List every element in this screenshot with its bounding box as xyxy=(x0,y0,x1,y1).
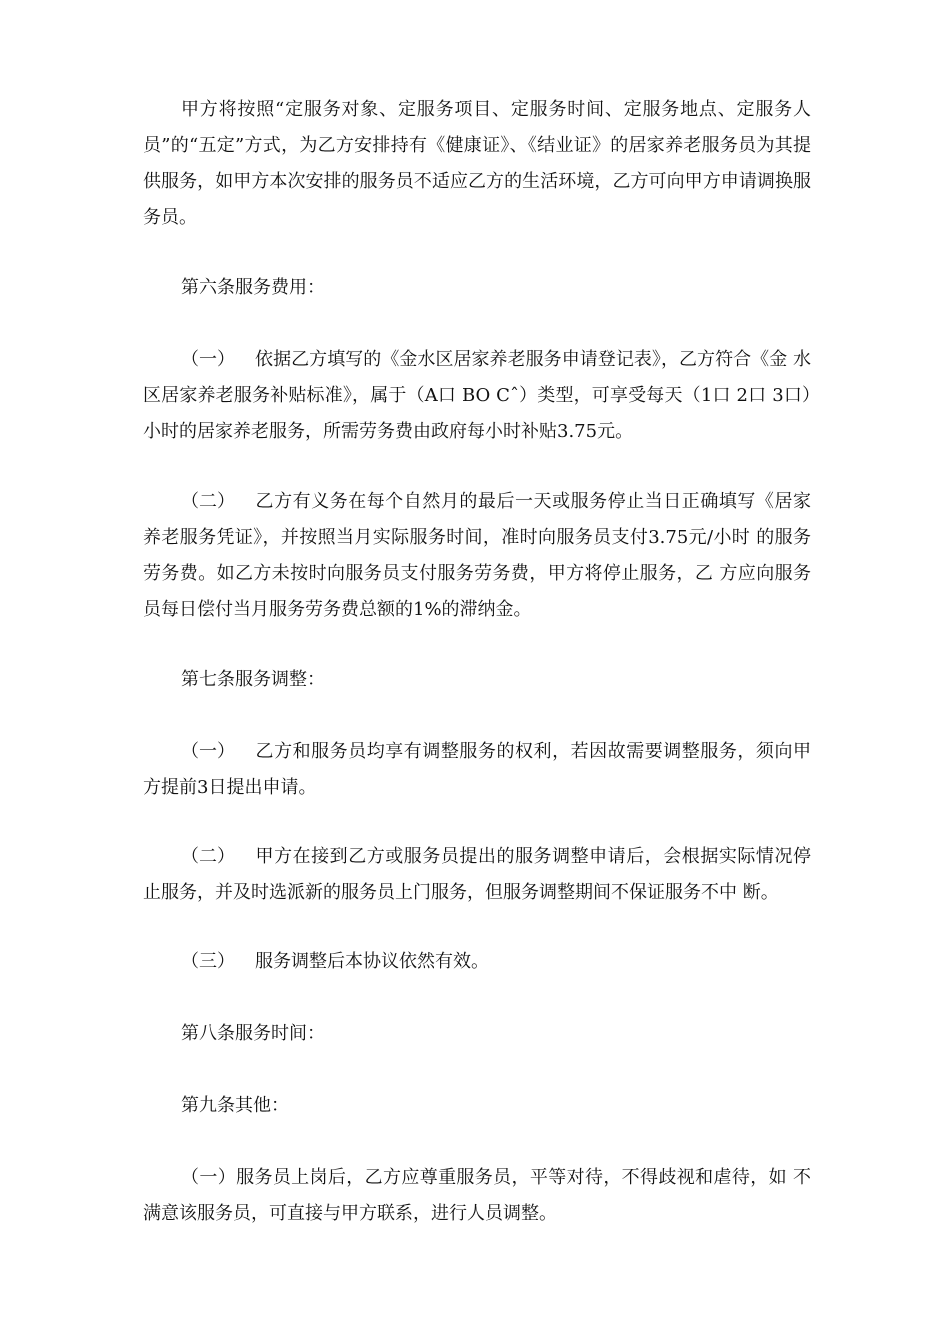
article-6-item-2 xyxy=(143,484,811,628)
article-7-heading xyxy=(143,662,811,698)
heading-text: 第七条服务调整： xyxy=(181,669,325,690)
article-7-item-3 xyxy=(143,944,811,980)
item-marker: （二） xyxy=(181,846,235,867)
article-6-heading xyxy=(143,270,811,306)
paragraph-text: 依据乙方填写的《金水区居家养老服务申请登记表》，乙方符合《金 水区居家养老服务补贴标准》，属于（A口 BO Cˆ）类型，可享受每天（1口 2口 3口）小时的居家养老服务，所需劳务费由政府每小时补贴3.75元。 xyxy=(143,349,811,442)
heading-text: 第六条服务费用： xyxy=(181,277,325,298)
article-9-item-1 xyxy=(143,1160,811,1232)
item-marker: （二） xyxy=(181,491,235,512)
item-marker: （三） xyxy=(181,951,235,972)
heading-text: 第九条其他： xyxy=(181,1095,289,1116)
paragraph-text: 服务调整后本协议依然有效。 xyxy=(255,951,489,972)
item-marker: （一） xyxy=(181,349,235,370)
paragraph-text: 甲方将按照“定服务对象、定服务项目、定服务时间、定服务地点、定服务人员”的“五定”方式，为乙方安排持有《健康证》、《结业证》的居家养老服务员为其提供服务，如甲方本次安排的服务员不适应乙方的生活环境，乙方可向甲方申请调换服务员。 xyxy=(143,99,811,228)
paragraph-service-arrangement xyxy=(143,92,811,236)
article-7-item-1 xyxy=(143,734,811,806)
paragraph-text: 服务员上岗后，乙方应尊重服务员，平等对待，不得歧视和虐待，如 不满意该服务员，可直接与甲方联系，进行人员调整。 xyxy=(143,1167,812,1224)
article-8-heading xyxy=(143,1016,811,1052)
article-6-item-1 xyxy=(143,342,811,450)
item-marker: （一） xyxy=(181,741,235,762)
item-marker: （一） xyxy=(181,1167,237,1188)
article-9-heading xyxy=(143,1088,811,1124)
paragraph-text: 甲方在接到乙方或服务员提出的服务调整申请后，会根据实际情况停 止服务，并及时选派新的服务员上门服务，但服务调整期间不保证服务不中 断。 xyxy=(143,846,811,903)
document-body xyxy=(143,92,811,1266)
paragraph-text: 乙方有义务在每个自然月的最后一天或服务停止当日正确填写《居家 养老服务凭证》，并按照当月实际服务时间，准时向服务员支付3.75元/小时 的服务劳务费。如乙方未按时向服务员支付服务劳务费，甲方将停止服务，乙 方应向服务员每日偿付当月服务劳务费总额的1%的滞纳金。 xyxy=(143,491,811,620)
article-7-item-2 xyxy=(143,839,811,911)
paragraph-text: 乙方和服务员均享有调整服务的权利，若因故需要调整服务，须向甲 方提前3日提出申请。 xyxy=(143,741,811,798)
heading-text: 第八条服务时间： xyxy=(181,1023,325,1044)
